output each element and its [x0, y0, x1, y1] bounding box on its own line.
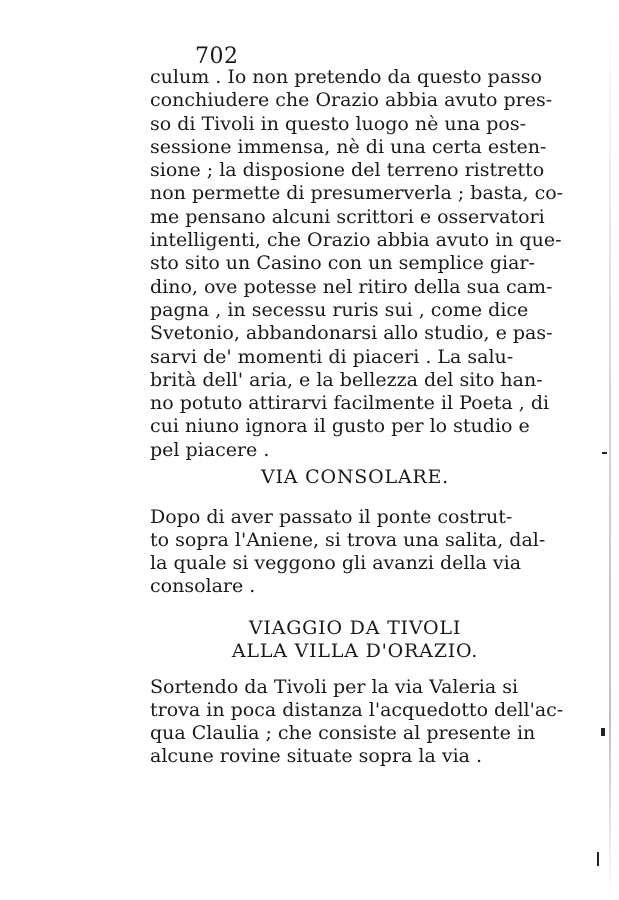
text-line: trova in poca distanza l'acquedotto dell'ac-	[150, 699, 564, 721]
text-line: pagna , in secessu ruris sui , come dice	[150, 298, 529, 321]
page-edge-mark	[597, 852, 599, 866]
text-line: sto sito un Casino con un semplice giar-	[150, 252, 535, 275]
text-line: Sortendo da Tivoli per la via Valeria si	[150, 676, 519, 698]
section-heading-viaggio-line1: VIAGGIO DA TIVOLI	[248, 617, 462, 639]
text-line: intelligenti, che Orazio abbia avuto in que-	[150, 229, 562, 252]
text-line: dino, ove potesse nel ritiro della sua cam-	[150, 275, 553, 298]
text-line: pel piacere .	[150, 438, 270, 461]
page-edge-mark	[601, 728, 605, 736]
text-line: brità dell' aria, e la bellezza del sito han-	[150, 368, 543, 391]
text-line: me pensano alcuni scrittori e osservatori	[150, 205, 545, 228]
text-line: no potuto attirarvi facilmente il Poeta , di	[150, 392, 550, 415]
text-line: Dopo di aver passato il ponte costrut-	[150, 506, 513, 528]
intro-paragraph	[150, 66, 564, 462]
text-line: alcune rovine situate sopra la via .	[150, 745, 483, 767]
text-line: cui niuno ignora il gusto per lo studio e	[150, 415, 530, 438]
text-line: la quale si veggono gli avanzi della via	[150, 552, 522, 574]
text-line: to sopra l'Aniene, si trova una salita, dal-	[150, 529, 546, 551]
text-line: sione ; la disposione del terreno ristretto	[150, 159, 545, 182]
text-line: qua Claulia ; che consiste al presente in	[150, 722, 536, 744]
text-line: conchiudere che Orazio abbia avuto pres-	[150, 89, 553, 112]
text-line: sessione immensa, nè di una certa esten-	[150, 135, 547, 158]
section-heading-viaggio-line2: ALLA VILLA D'ORAZIO.	[231, 640, 479, 662]
text-line: consolare .	[150, 575, 256, 597]
via-consolare-paragraph	[150, 506, 560, 598]
section-heading-via-consolare: VIA CONSOLARE.	[260, 466, 450, 488]
text-line: so di Tivoli in questo luogo nè una pos-	[150, 112, 527, 135]
page-edge-shadow	[609, 0, 611, 900]
viaggio-paragraph	[150, 676, 564, 768]
text-line: Svetonio, abbandonarsi allo studio, e pas-	[150, 322, 553, 345]
text-line: sarvi de' momenti di piaceri . La salu-	[150, 345, 514, 368]
page-number: 702	[195, 44, 239, 69]
text-line: culum . Io non pretendo da questo passo	[150, 66, 542, 88]
page-edge-mark	[602, 452, 607, 454]
text-line: non permette di presumerverla ; basta, co-	[150, 182, 564, 205]
